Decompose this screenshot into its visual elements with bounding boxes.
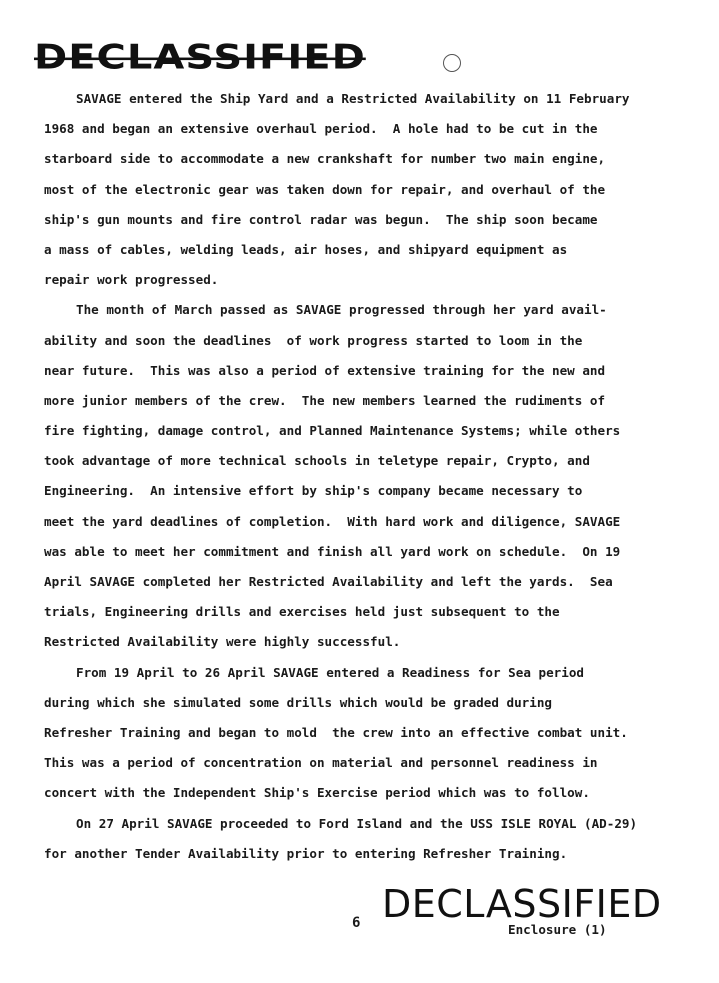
text-line: starboard side to accommodate a new crankshaft for number two main engine, xyxy=(44,151,606,167)
text-line: From 19 April to 26 April SAVAGE entered a Readiness for Sea period xyxy=(76,664,584,680)
text-line: more junior members of the crew. The new members learned the rudiments of xyxy=(44,392,606,408)
text-line: was able to meet her commitment and finish all yard work on schedule. On 19 xyxy=(44,543,621,559)
declassified-stamp-bottom: DECLASSIFIED xyxy=(382,882,662,926)
text-line: near future. This was also a period of extensive training for the new and xyxy=(44,362,606,378)
text-line: SAVAGE entered the Ship Yard and a Restricted Availability on 11 February xyxy=(76,91,630,106)
text-line: ability and soon the deadlines of work progress started to loom in the xyxy=(44,332,583,348)
text-line: On 27 April SAVAGE proceeded to Ford Island and the USS ISLE ROYAL (AD-29) xyxy=(76,815,638,831)
text-line: This was a period of concentration on material and personnel readiness in xyxy=(44,755,598,771)
text-line: concert with the Independent Ship's Exercise period which was to follow. xyxy=(44,785,590,801)
text-line: ship's gun mounts and fire control radar was begun. The ship soon became xyxy=(44,211,598,227)
text-line: during which she simulated some drills which would be graded during xyxy=(44,694,552,710)
text-line: Refresher Training and began to mold the crew into an effective combat unit. xyxy=(44,724,628,740)
page-number: 6 xyxy=(352,915,361,931)
text-line: most of the electronic gear was taken down for repair, and overhaul of the xyxy=(44,181,606,197)
text-line: took advantage of more technical schools in teletype repair, Crypto, and xyxy=(44,453,590,469)
text-line: The month of March passed as SAVAGE progressed through her yard avail- xyxy=(76,302,607,318)
text-line: trials, Engineering drills and exercises held just subsequent to the xyxy=(44,604,560,620)
text-line: fire fighting, damage control, and Planned Maintenance Systems; while others xyxy=(44,423,621,439)
declassified-stamp-top: DECLASSIFIED xyxy=(34,38,366,78)
punch-hole-icon xyxy=(443,54,461,72)
text-line: Restricted Availability were highly successful. xyxy=(44,634,401,650)
text-line: meet the yard deadlines of completion. With hard work and diligence, SAVAGE xyxy=(44,513,621,529)
text-line: April SAVAGE completed her Restricted Availability and left the yards. Sea xyxy=(44,574,613,589)
text-line: for another Tender Availability prior to entering Refresher Training. xyxy=(44,845,568,861)
document-body xyxy=(44,84,674,869)
text-line: a mass of cables, welding leads, air hoses, and shipyard equipment as xyxy=(44,241,568,257)
text-line: 1968 and began an extensive overhaul period. A hole had to be cut in the xyxy=(44,121,598,137)
enclosure-label: Enclosure (1) xyxy=(508,922,607,937)
text-line: repair work progressed. xyxy=(44,272,219,288)
text-line: Engineering. An intensive effort by ship's company became necessary to xyxy=(44,483,583,499)
